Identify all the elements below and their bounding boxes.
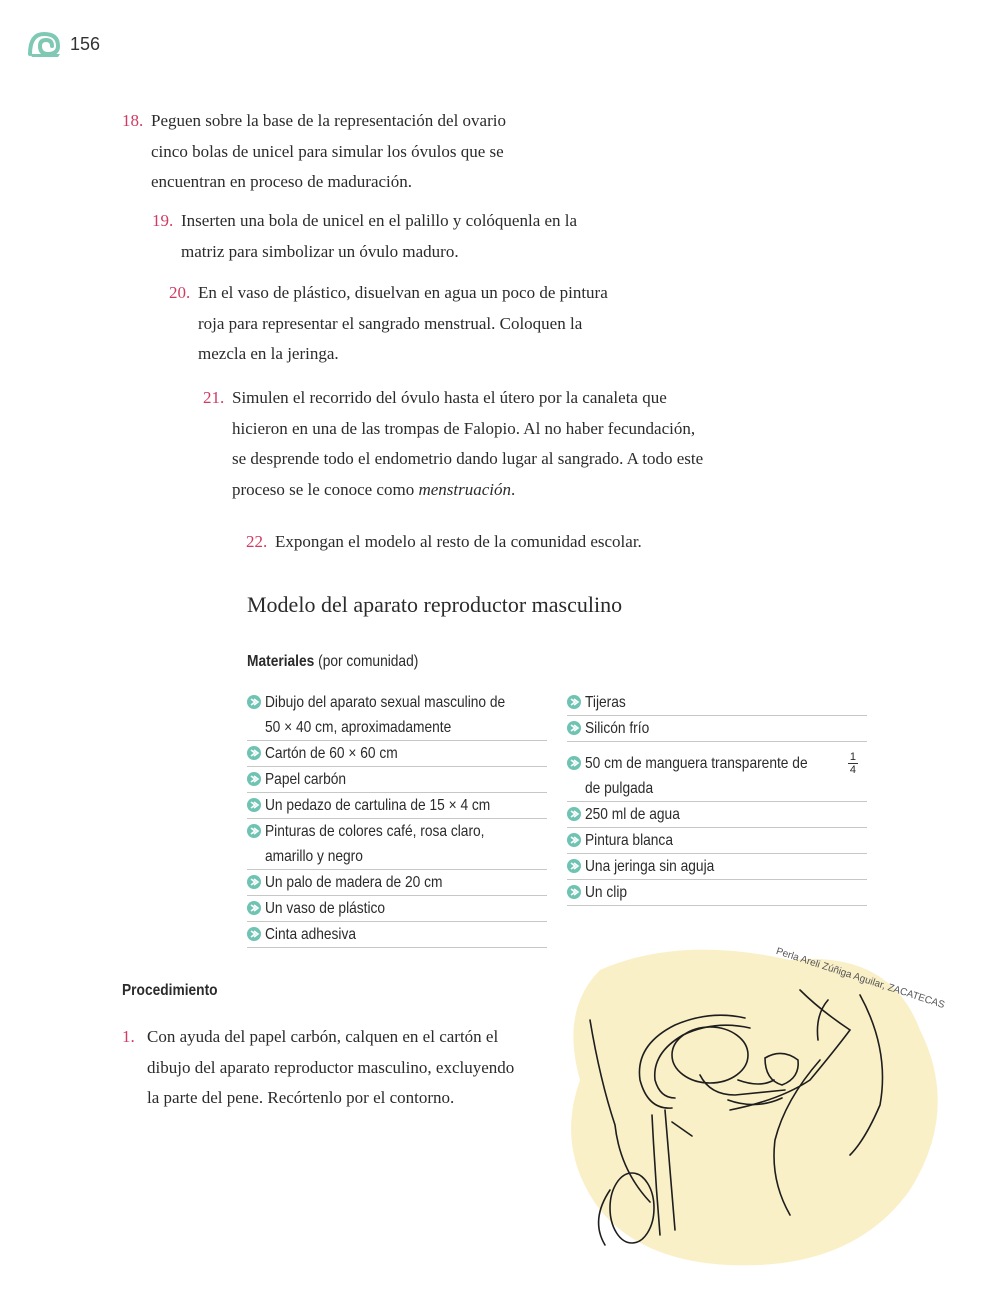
chevron-right-icon	[247, 824, 261, 838]
step-line: En el vaso de plástico, disuelvan en agua un poco de pintura	[198, 283, 608, 302]
list-item	[247, 690, 547, 741]
list-item-text: Dibujo del aparato sexual masculino de	[265, 694, 506, 711]
step-20	[169, 278, 608, 370]
step-number: 18.	[122, 111, 144, 130]
step-line: Inserten una bola de unicel en el palillo y colóquenla en la	[181, 211, 578, 230]
step-line: encuentran en proceso de maduración.	[151, 172, 413, 191]
step-line: Peguen sobre la base de la representación del ovario	[151, 111, 506, 130]
list-item	[567, 828, 867, 854]
list-item-text: Un vaso de plástico	[265, 900, 386, 917]
list-item	[247, 767, 547, 793]
step-21	[203, 383, 704, 505]
chevron-right-icon	[567, 807, 581, 821]
list-item-text: 50 cm de manguera transparente de	[585, 755, 808, 772]
step-line: dibujo del aparato reproductor masculino, excluyendo	[147, 1057, 515, 1077]
list-item	[247, 896, 547, 922]
materials-heading	[247, 653, 418, 671]
procedure-heading: Procedimiento	[122, 982, 218, 999]
list-item	[247, 922, 547, 948]
list-item	[567, 880, 867, 906]
step-line: hicieron en una de las trompas de Falopio. Al no haber fecundación,	[232, 418, 696, 438]
list-item	[567, 716, 867, 742]
step-line: se desprende todo el endometrio dando lugar al sangrado. A todo este	[232, 449, 704, 468]
step-number: 22.	[246, 532, 268, 551]
step-line: matriz para simbolizar un óvulo maduro.	[181, 241, 459, 261]
chevron-right-icon	[567, 885, 581, 899]
emphasis-term: menstruación	[418, 479, 511, 499]
illustration-credit: Perla Areli Zúñiga Aguilar, ZACATECAS	[774, 946, 946, 1012]
step-line: cinco bolas de unicel para simular los óvulos que se	[151, 141, 504, 161]
fraction-numerator: 1	[849, 751, 856, 764]
page-number: 156	[70, 33, 101, 54]
procedure-step-1	[122, 1022, 515, 1114]
step-number: 21.	[203, 388, 225, 407]
snail-logo-icon	[28, 30, 62, 58]
chevron-right-icon	[247, 746, 261, 760]
step-number: 1.	[122, 1027, 135, 1046]
step-line-end: .	[511, 479, 516, 499]
page-header	[28, 30, 100, 58]
chevron-right-icon	[247, 927, 261, 941]
chevron-right-icon	[567, 721, 581, 735]
chevron-right-icon	[567, 833, 581, 847]
materials-heading-rest: (por comunidad)	[314, 653, 419, 670]
step-line: Expongan el modelo al resto de la comunidad escolar.	[275, 532, 642, 551]
step-number: 19.	[152, 211, 174, 230]
chevron-right-icon	[567, 695, 581, 709]
step-line: Simulen el recorrido del óvulo hasta el útero por la canaleta que	[232, 388, 667, 407]
chevron-right-icon	[567, 756, 581, 770]
step-line: la parte del pene. Recórtenlo por el contorno.	[147, 1088, 455, 1107]
chevron-right-icon	[247, 772, 261, 786]
list-item-text: Pinturas de colores café, rosa claro,	[265, 823, 485, 840]
list-item-text: 50 × 40 cm, aproximadamente	[265, 719, 452, 736]
list-item	[567, 854, 867, 880]
list-item-text: Cinta adhesiva	[265, 926, 357, 943]
step-19	[152, 206, 578, 267]
list-item-text: amarillo y negro	[265, 848, 363, 865]
list-item-text: Silicón frío	[585, 720, 650, 737]
chevron-right-icon	[247, 875, 261, 889]
list-item	[567, 690, 867, 716]
step-18	[122, 106, 506, 198]
chevron-right-icon	[247, 695, 261, 709]
section-title: Modelo del aparato reproductor masculino	[247, 592, 623, 617]
chevron-right-icon	[567, 859, 581, 873]
materials-list-left	[247, 690, 547, 948]
list-item	[247, 793, 547, 819]
chevron-right-icon	[247, 901, 261, 915]
step-number: 20.	[169, 283, 191, 302]
list-item-text: Cartón de 60 × 60 cm	[265, 745, 398, 762]
step-line: mezcla en la jeringa.	[198, 344, 339, 363]
list-item	[247, 819, 547, 870]
list-item-text: Un palo de madera de 20 cm	[265, 874, 443, 891]
list-item	[247, 870, 547, 896]
step-line: proceso se le conoce como	[232, 479, 419, 499]
list-item	[567, 742, 867, 802]
materials-list-right	[567, 690, 867, 906]
list-item-text: Papel carbón	[265, 771, 347, 788]
list-item-text: Pintura blanca	[585, 832, 673, 850]
fraction	[848, 751, 858, 776]
list-item-text: Una jeringa sin aguja	[585, 858, 715, 876]
fraction-denominator: 4	[849, 764, 856, 777]
list-item	[567, 802, 867, 828]
list-item-text: Un pedazo de cartulina de 15 × 4 cm	[265, 797, 491, 814]
list-item-text: de pulgada	[585, 780, 654, 798]
step-line: Con ayuda del papel carbón, calquen en el cartón el	[147, 1027, 499, 1046]
list-item	[247, 741, 547, 767]
step-line-last	[232, 475, 703, 506]
list-item-text: Un clip	[585, 884, 628, 902]
list-item-text: 250 ml de agua	[585, 806, 680, 824]
chevron-right-icon	[247, 798, 261, 812]
list-item-text: Tijeras	[585, 694, 626, 711]
step-line: roja para representar el sangrado menstrual. Coloquen la	[198, 313, 583, 333]
step-22	[246, 527, 642, 558]
materials-heading-bold: Materiales	[247, 653, 315, 670]
